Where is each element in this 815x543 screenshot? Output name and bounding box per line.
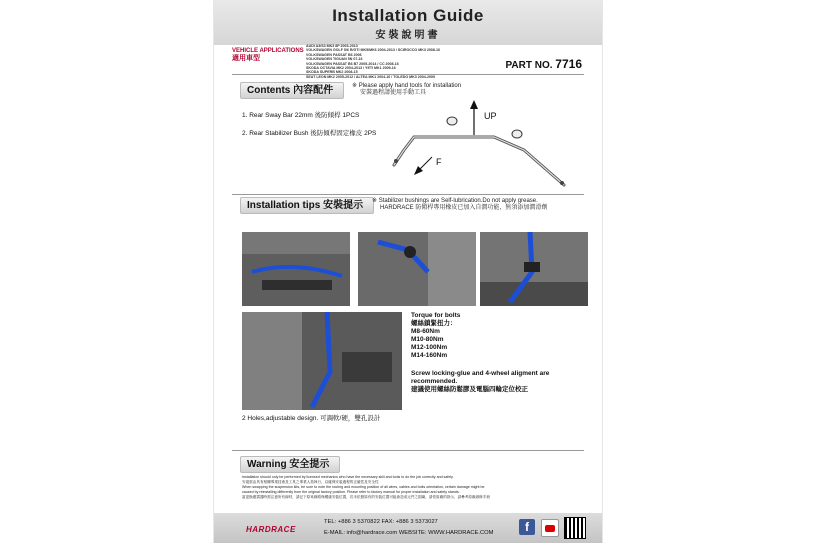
warning-line: 安裝需由具有相關專業技術及工具之專業人員執行，以確保安裝過程的正確性及安全性 — [242, 480, 379, 484]
warning-line: Installation should only be performed by licensed mechanics who have the necessary skill and tools to do the job correctly and safely. — [242, 475, 454, 479]
sway-bar-shape — [394, 137, 564, 185]
warning-line: 當更換避震器時需注意所有線材，請記下原來線路與螺絲安裝位置，若未依照原有的安裝位置可能會造成元件之損壞，請依原廠的指示，請參考原廠維修手冊 — [242, 495, 490, 499]
warning-heading: Warning 安全提示 — [240, 456, 340, 473]
install-photo-2 — [358, 232, 476, 306]
tool-note-en: ※ Please apply hand tools for installation — [352, 83, 462, 89]
hardrace-logo: HARDRACE — [246, 525, 296, 534]
bush-shape — [512, 130, 522, 138]
vehicle-line: VOLKSWAGEN PASSAT B6 2006 — [306, 52, 362, 57]
divider — [232, 74, 584, 75]
contents-heading: Contents 內容配件 — [240, 82, 344, 99]
install-photo-1 — [242, 232, 350, 306]
install-photo-3 — [480, 232, 588, 306]
torque-value: M8-60Nm — [411, 328, 440, 335]
install-photo-4 — [242, 312, 402, 410]
divider — [232, 194, 584, 195]
vehicle-line: AUDI A3/S3 MK3 8P 2003-2013 — [306, 44, 358, 48]
torque-value: M14-160Nm — [411, 352, 448, 359]
youtube-play-icon — [545, 525, 555, 532]
installation-guide-page — [214, 0, 602, 543]
content-item-bush: 2. Rear Stabilizer Bush 後防傾桿固定橡皮 2PS — [242, 130, 377, 137]
footer — [214, 513, 602, 543]
part-no-value: 7716 — [555, 57, 582, 71]
screw-note-en: Screw locking-glue and 4-wheel aligment are recommended. — [411, 370, 550, 385]
warning-text — [242, 475, 582, 500]
tool-note-zh: 安裝過程請使用手動工具 — [360, 90, 427, 96]
lubrication-note-en: ※ Stabilizer bushings are Self-lubrication.Do not apply grease. — [372, 198, 538, 204]
vehicle-line: VOLKSWAGEN TIGUAN 5N 07-16 — [306, 57, 363, 62]
install-photo-3-art — [480, 232, 588, 306]
vehicle-line: SKODA SUPERB MK2 2008-15 — [306, 70, 358, 75]
page-title-zh: 安裝說明書 — [375, 30, 441, 41]
vehicle-line: SKODA OCTAVIA MK2 2004-2013 / YETI MK1 2009-16 — [306, 66, 396, 71]
up-arrow-icon — [470, 100, 478, 109]
qr-code-icon — [564, 517, 586, 539]
tips-heading: Installation tips 安裝提示 — [240, 197, 374, 214]
content-item-sway-bar: 1. Rear Sway Bar 22mm 後防傾桿 1PCS — [242, 112, 360, 119]
end-link-hole — [560, 181, 564, 185]
torque-value: M10-80Nm — [411, 336, 444, 343]
vehicle-line: VOLKSWAGEN GOLF 5/6 R/GTI MK5/MK6 2004-2013 / SCIROCCO MK3 2008-16 — [306, 48, 441, 53]
screw-note-zh: 建議使用螺絲防鬆膠及電腦四輪定位校正 — [411, 386, 528, 393]
lubrication-note — [372, 198, 597, 212]
warning-line: caused by reinstalling differently from the original factory position. Please refer to factory manual for proper installation and safety stands. — [242, 490, 460, 494]
vehicle-label-en: VEHICLE APPLICATIONS — [232, 48, 304, 54]
part-number — [505, 57, 582, 71]
footer-contact: E-MAIL: info@hardrace.com WEBSITE: WWW.HARDRACE.COM — [324, 530, 494, 536]
page-title: Installation Guide — [332, 6, 484, 25]
part-no-label: PART NO. — [505, 60, 553, 71]
youtube-icon[interactable] — [541, 519, 559, 537]
screw-locking-note — [411, 370, 591, 394]
end-link-hole — [394, 159, 398, 163]
install-photo-4-art — [242, 312, 402, 410]
warning-line: When swapping the suspension kits, be sure to note the routing and mounting position of all wires, cables and bolts orientation, certain damage might be — [242, 485, 485, 489]
bush-shape — [447, 117, 457, 125]
holes-note: 2 Holes,adjustable design. 可調軟/硬，雙孔設計 — [242, 415, 381, 422]
footer-tel: TEL: +886 3 5370822 FAX: +886 3 5373027 — [324, 519, 438, 525]
install-photo-2-art — [358, 232, 476, 306]
vehicle-applications-label — [232, 48, 304, 62]
forward-label: F — [436, 157, 442, 167]
facebook-icon[interactable]: f — [519, 519, 535, 535]
vehicle-line: SEAT LEON MK2 2005-2012 / ALTEA MK1 2004-16 / TOLEDO MK3 2004-2009 — [306, 74, 435, 79]
torque-title-en: Torque for bolts — [411, 312, 461, 319]
vehicle-label-zh: 適用車型 — [232, 55, 260, 62]
vehicle-line: VOLKSWAGEN PASSAT B6 B7 2005-2014 / CC 2008-16 — [306, 61, 399, 66]
install-photo-1-art — [242, 232, 350, 306]
sway-bar-diagram — [374, 95, 584, 195]
torque-spec — [411, 312, 460, 360]
torque-title-zh: 螺絲鎖緊扭力： — [411, 320, 457, 327]
divider — [232, 450, 584, 451]
lubrication-note-zh: HARDRACE 防傾桿專用橡皮已加入自潤功能，無須添加潤滑劑 — [380, 205, 548, 211]
up-label: UP — [484, 111, 497, 121]
torque-value: M12-100Nm — [411, 344, 448, 351]
